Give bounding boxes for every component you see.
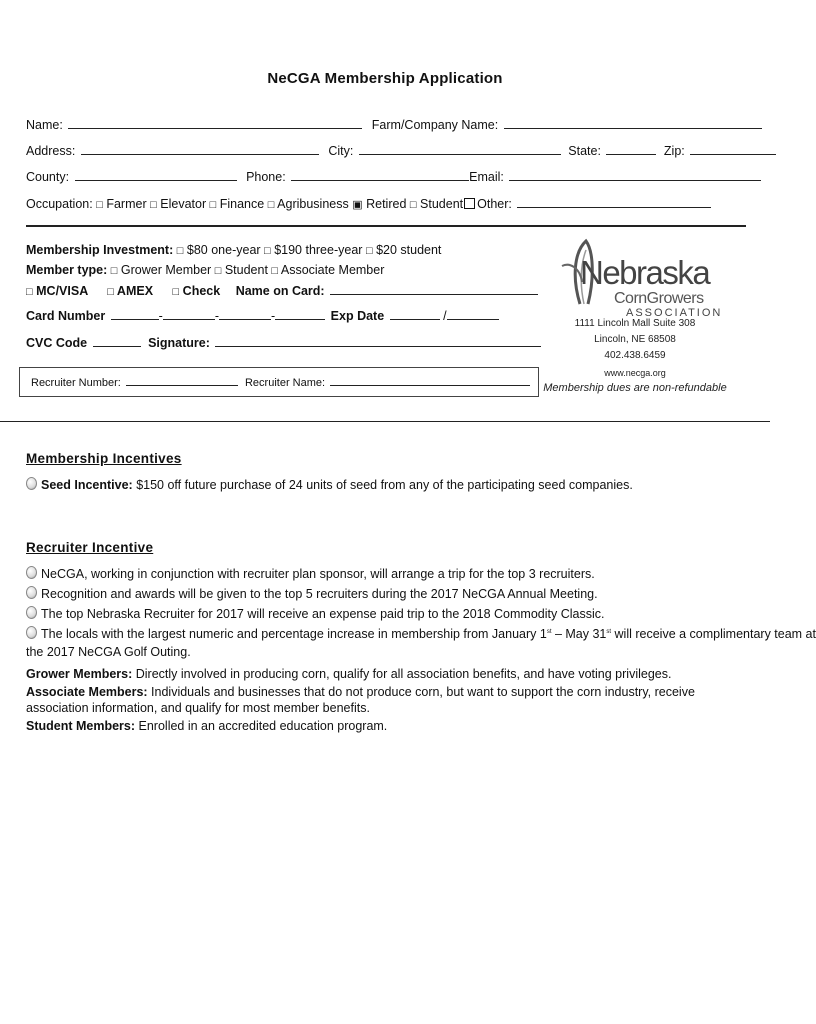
- finance-checkbox[interactable]: □: [209, 199, 217, 211]
- student-definition: [26, 718, 726, 734]
- occupation-row: [26, 196, 711, 211]
- student-option: Student: [420, 197, 464, 211]
- county-label: County:: [26, 170, 70, 184]
- cvc-row: [26, 335, 541, 350]
- student-type-option: Student: [224, 263, 268, 277]
- zip-field[interactable]: [690, 143, 776, 155]
- exp-year-field[interactable]: [447, 308, 499, 320]
- one-year-option: $80 one-year: [186, 243, 261, 257]
- definition-text: Individuals and businesses that do not produce corn, but want to support the corn industry, receive association information, and qualify for most member benefits.: [26, 685, 695, 715]
- recruiter-item-3: [26, 606, 604, 621]
- finance-option: Finance: [219, 197, 265, 211]
- name-field[interactable]: [68, 117, 362, 129]
- card-number-field-1[interactable]: [111, 308, 159, 320]
- three-year-checkbox[interactable]: □: [264, 245, 271, 257]
- city-label: City:: [328, 144, 354, 158]
- member-type-row: [26, 263, 384, 277]
- student-fee-checkbox[interactable]: □: [365, 245, 373, 257]
- membership-incentives-heading: Membership Incentives: [26, 451, 182, 466]
- definition-text: Enrolled in an accredited education program.: [135, 719, 388, 733]
- exp-date-label: Exp Date: [330, 309, 385, 323]
- logo-nebraska: Nebraska: [580, 254, 710, 291]
- mcvisa-checkbox[interactable]: □: [26, 286, 33, 298]
- necga-logo: [558, 238, 730, 318]
- zip-label: Zip:: [663, 144, 685, 158]
- student-checkbox[interactable]: □: [409, 199, 417, 211]
- recruiter-name-label: Recruiter Name:: [244, 377, 326, 389]
- check-checkbox[interactable]: □: [172, 286, 180, 298]
- mid-divider: [0, 421, 770, 422]
- city-field[interactable]: [359, 143, 561, 155]
- retired-option: Retired: [366, 197, 407, 211]
- org-address: 1111 Lincoln Mall Suite 308: [574, 318, 696, 329]
- org-city: Lincoln, NE 68508: [594, 334, 676, 345]
- farm-company-field[interactable]: [504, 117, 762, 129]
- bullet-icon: [26, 477, 37, 490]
- recruiter-item-1: [26, 566, 595, 581]
- cvc-label: CVC Code: [26, 336, 88, 350]
- org-web: www.necga.org: [604, 368, 666, 378]
- recruiter-item-text: NeCGA, working in conjunction with recruiter plan sponsor, will arrange a trip for the top 3 recruiters.: [41, 567, 595, 581]
- top-divider: [26, 225, 746, 227]
- recruiter-item-4: [26, 626, 816, 641]
- seed-incentive: [26, 477, 633, 492]
- bullet-icon: [26, 586, 37, 599]
- mcvisa-option: MC/VISA: [36, 284, 88, 298]
- name-on-card-field[interactable]: [330, 283, 538, 295]
- signature-label: Signature:: [148, 336, 210, 350]
- card-number-field-4[interactable]: [275, 308, 325, 320]
- card-number-row: Card Number - - - Exp Date /: [26, 308, 499, 323]
- cvc-field[interactable]: [93, 335, 141, 347]
- name-row: [26, 117, 762, 132]
- student-type-checkbox[interactable]: □: [214, 265, 222, 277]
- email-field[interactable]: [509, 169, 761, 181]
- definition-label: Student Members:: [26, 719, 136, 733]
- elevator-checkbox[interactable]: □: [150, 199, 157, 211]
- farm-company-label: Farm/Company Name:: [371, 118, 499, 132]
- recruiter-number-label: Recruiter Number:: [31, 377, 121, 389]
- address-label: Address:: [26, 144, 76, 158]
- other-field[interactable]: [517, 196, 711, 208]
- definition-label: Grower Members:: [26, 667, 133, 681]
- one-year-checkbox[interactable]: □: [176, 245, 184, 257]
- elevator-option: Elevator: [160, 197, 207, 211]
- recruiter-name-field[interactable]: [330, 376, 530, 386]
- occupation-label: Occupation:: [26, 197, 93, 211]
- seed-incentive-text: $150 off future purchase of 24 units of seed from any of the participating seed companies.: [136, 478, 633, 492]
- check-option: Check: [182, 284, 221, 298]
- address-field[interactable]: [81, 143, 319, 155]
- state-field[interactable]: [606, 143, 656, 155]
- definition-label: Associate Members:: [26, 685, 148, 699]
- recruiter-number-field[interactable]: [126, 376, 238, 386]
- recruiter-row: [31, 376, 530, 389]
- recruiter-item-text: Recognition and awards will be given to the top 5 recruiters during the 2017 NeCGA Annual Meeting.: [41, 587, 598, 601]
- student-fee-option: $20 student: [376, 243, 442, 257]
- page-title: NeCGA Membership Application: [267, 70, 503, 87]
- grower-checkbox[interactable]: □: [110, 265, 118, 277]
- bullet-icon: [26, 626, 37, 639]
- seed-incentive-label: Seed Incentive:: [41, 478, 133, 492]
- address-row: [26, 143, 776, 158]
- phone-label: Phone:: [246, 170, 286, 184]
- exp-month-field[interactable]: [390, 308, 440, 320]
- email-label: Email:: [469, 170, 504, 184]
- farmer-option: Farmer: [106, 197, 147, 211]
- recruiter-incentive-heading: Recruiter Incentive: [26, 540, 154, 555]
- recruiter-item-2: [26, 586, 598, 601]
- investment-label: Membership Investment:: [26, 243, 174, 257]
- locals-text-pre: The locals with the largest numeric and percentage increase in membership from January 1: [41, 627, 547, 641]
- associate-option: Associate Member: [280, 263, 385, 277]
- name-label: Name:: [26, 118, 63, 132]
- locals-line-2: the 2017 NeCGA Golf Outing.: [26, 645, 191, 659]
- definition-text: Directly involved in producing corn, qualify for all association benefits, and have voting privileges.: [132, 667, 672, 681]
- state-label: State:: [568, 144, 601, 158]
- other-checkbox[interactable]: [464, 198, 475, 209]
- associate-definition: [26, 684, 726, 716]
- other-option: Other:: [477, 197, 512, 211]
- agribusiness-checkbox[interactable]: □: [267, 199, 275, 211]
- name-on-card-label: Name on Card:: [235, 284, 325, 298]
- three-year-option: $190 three-year: [274, 243, 363, 257]
- agribusiness-option: Agribusiness: [277, 197, 349, 211]
- phone-field[interactable]: [291, 169, 469, 181]
- locals-text-mid: – May 31: [551, 627, 607, 641]
- locals-text-post: will receive a complimentary team at: [611, 627, 816, 641]
- logo-corngrowers: CornGrowers: [614, 290, 704, 307]
- dues-note: Membership dues are non-refundable: [543, 382, 727, 394]
- county-field[interactable]: [75, 169, 237, 181]
- bullet-icon: [26, 566, 37, 579]
- locals-sup-2: st: [606, 628, 612, 635]
- grower-definition: [26, 666, 726, 682]
- investment-row: [26, 243, 441, 257]
- card-number-field-3[interactable]: [219, 308, 271, 320]
- payment-row: [26, 283, 538, 298]
- member-type-label: Member type:: [26, 263, 108, 277]
- card-number-label: Card Number: [26, 309, 106, 323]
- county-row: [26, 169, 761, 184]
- recruiter-item-text: The top Nebraska Recruiter for 2017 will receive an expense paid trip to the 2018 Commodity Classic.: [41, 607, 605, 621]
- locals-sup-1: st: [546, 628, 552, 635]
- associate-checkbox[interactable]: □: [271, 265, 279, 277]
- amex-checkbox[interactable]: □: [107, 286, 114, 298]
- retired-checkbox[interactable]: ▣: [352, 199, 363, 211]
- signature-field[interactable]: [215, 335, 541, 347]
- org-phone: 402.438.6459: [604, 350, 666, 361]
- card-number-field-2[interactable]: [163, 308, 215, 320]
- bullet-icon: [26, 606, 37, 619]
- logo-association: ASSOCIATION: [626, 307, 723, 319]
- farmer-checkbox[interactable]: □: [96, 199, 103, 211]
- amex-option: AMEX: [116, 284, 154, 298]
- grower-option: Grower Member: [120, 263, 212, 277]
